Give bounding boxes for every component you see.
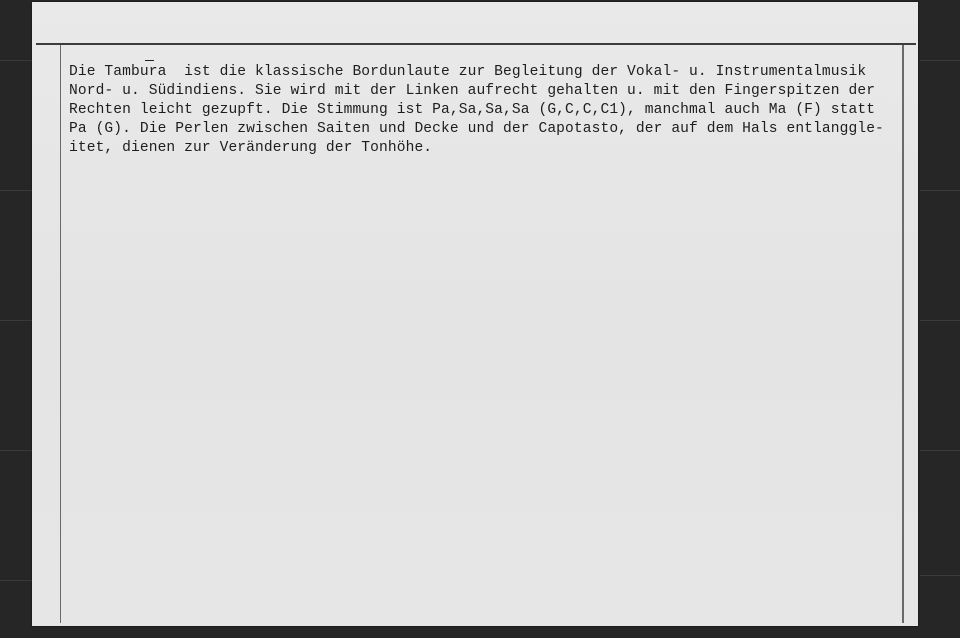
card-text xyxy=(69,63,899,158)
bed-grid-line xyxy=(920,190,960,191)
card-right-margin-rule xyxy=(902,45,904,623)
bed-grid-line xyxy=(920,60,960,61)
bed-grid-line xyxy=(920,320,960,321)
bed-grid-line xyxy=(0,320,32,321)
bed-grid-line xyxy=(0,190,32,191)
text-line: itet, dienen zur Veränderung der Tonhöhe. xyxy=(69,140,433,156)
bed-grid-line xyxy=(0,60,32,61)
card-top-rule xyxy=(36,43,916,45)
bed-grid-line xyxy=(920,575,960,576)
bed-grid-line xyxy=(0,580,32,581)
macron-mark xyxy=(145,60,154,61)
bed-grid-line xyxy=(0,450,32,451)
text-line: Nord- u. Südindiens. Sie wird mit der Linken aufrecht gehalten u. mit den Fingerspitzen der xyxy=(69,83,876,99)
bed-grid-line xyxy=(920,450,960,451)
text-line: Rechten leicht gezupft. Die Stimmung ist Pa,Sa,Sa,Sa (G,C,C,C1), manchmal auch Ma (F) statt xyxy=(69,102,876,118)
text-line: Die Tambura ist die klassische Bordunlaute zur Begleitung der Vokal- u. Instrumentalmusik xyxy=(69,64,867,80)
card-left-margin-rule xyxy=(60,45,61,623)
text-line: Pa (G). Die Perlen zwischen Saiten und Decke und der Capotasto, der auf dem Hals entlanggle- xyxy=(69,121,884,137)
index-card xyxy=(32,2,918,626)
